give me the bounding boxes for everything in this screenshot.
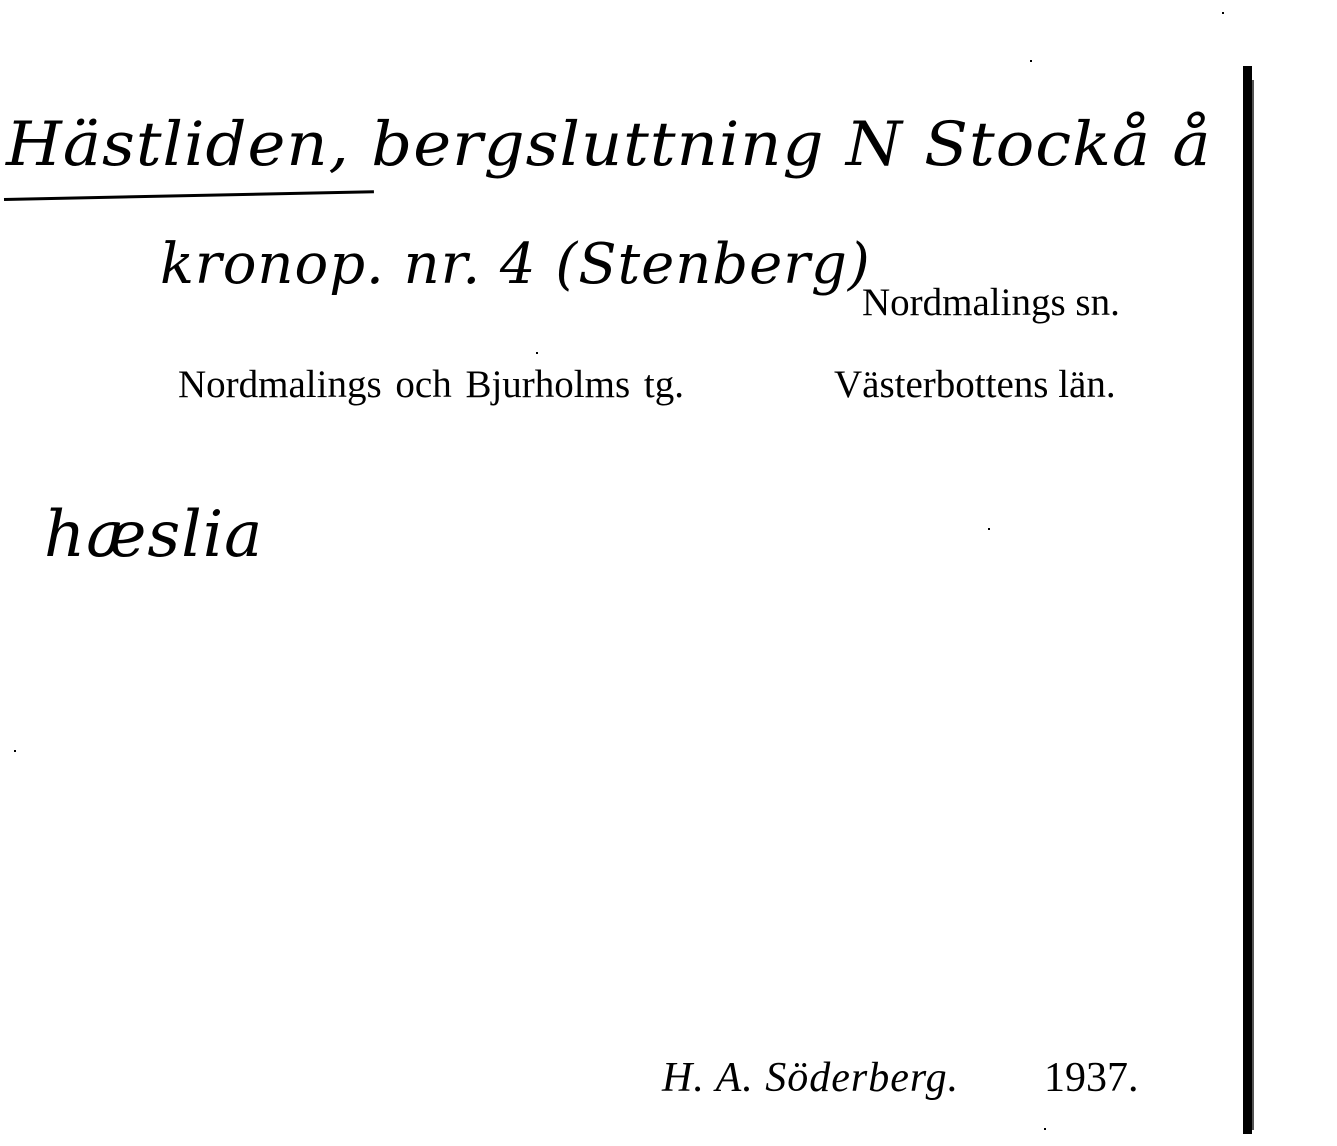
district-label: Nordmalings och Bjurholms tg.: [178, 363, 684, 406]
handwritten-description-line2: kronop. nr. 4 (Stenberg): [160, 232, 871, 297]
collector-name: H. A. Söderberg.: [662, 1055, 960, 1101]
card-edge-border: [1243, 66, 1252, 1134]
headword-underline: [4, 190, 374, 201]
scan-speck: [1222, 12, 1224, 14]
scan-speck: [14, 750, 16, 752]
collection-year: 1937.: [1044, 1055, 1139, 1101]
handwritten-description-line1: bergsluttning N Stockå å: [371, 110, 1212, 181]
scan-speck: [988, 528, 990, 530]
handwritten-phonetic-form: hæslia: [44, 498, 264, 572]
scan-speck: [1030, 60, 1032, 62]
card-edge-shadow: [1252, 80, 1254, 1130]
scan-speck: [536, 352, 538, 354]
scan-speck: [1044, 1128, 1046, 1130]
handwritten-headword: Hästliden,: [6, 110, 350, 181]
county-label: Västerbottens län.: [834, 363, 1116, 406]
parish-label: Nordmalings sn.: [862, 281, 1120, 324]
handwritten-headword-line: [6, 110, 1212, 180]
